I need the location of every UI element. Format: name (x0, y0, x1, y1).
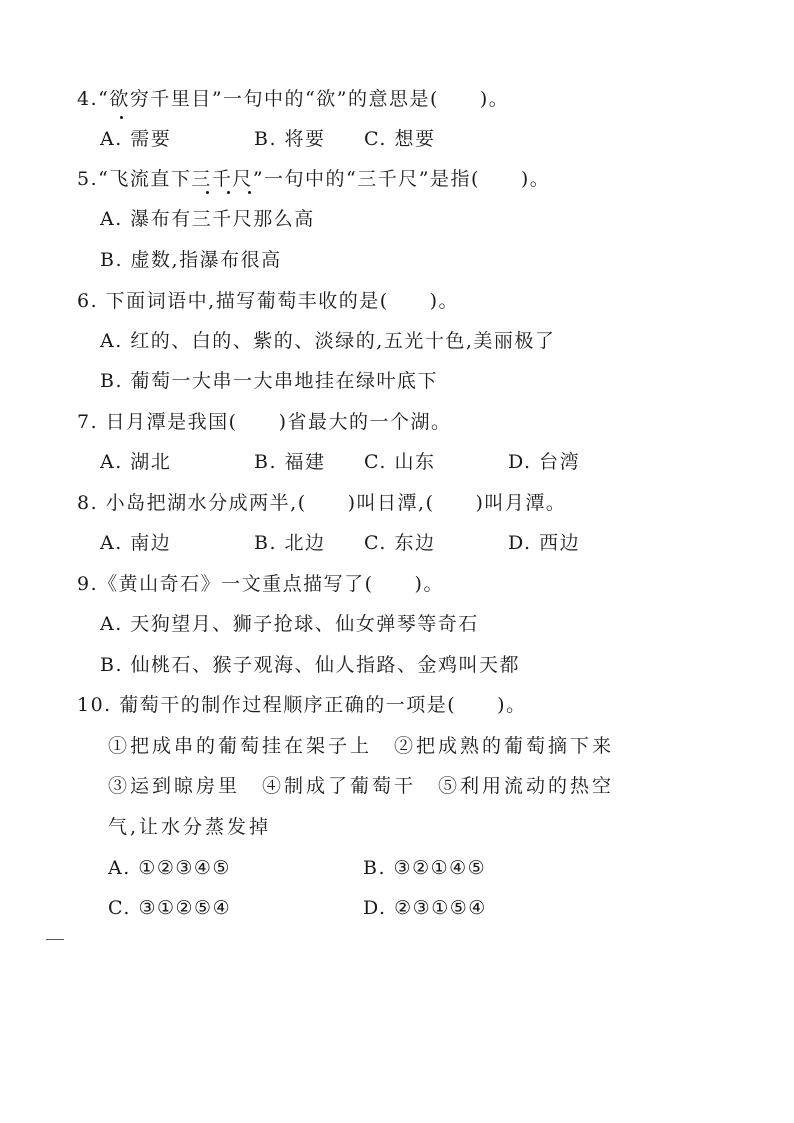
question-4-stem: 4.“欲穷千里目”一句中的“欲”的意思是( )。 (77, 88, 510, 110)
emphasis-dot (120, 116, 123, 119)
option-a: A. 湖北 (100, 451, 172, 473)
question-6-option-b: B. 葡萄一大串一大串地挂在绿叶底下 (100, 370, 439, 392)
option-a: A. ①②③④⑤ (108, 857, 231, 879)
option-b: B. 福建 (254, 451, 326, 473)
question-5-stem: 5.“飞流直下三千尺”一句中的“三千尺”是指( )。 (77, 168, 551, 190)
option-d: D. 西边 (508, 532, 581, 554)
option-c: C. 东边 (364, 532, 436, 554)
question-6-stem: 6. 下面词语中,描写葡萄丰收的是( )。 (77, 290, 460, 312)
option-b: B. ③②①④⑤ (363, 857, 487, 879)
question-5-option-b: B. 虚数,指瀑布很高 (100, 249, 282, 271)
page-footer-rule (46, 939, 64, 940)
question-10-steps-line-3: 气,让水分蒸发掉 (108, 816, 272, 838)
question-10-steps-line-2: ③运到晾房里 ④制成了葡萄干 ⑤利用流动的热空 (108, 775, 615, 797)
option-d: D. 台湾 (508, 451, 581, 473)
option-d: D. ②③①⑤④ (363, 897, 487, 919)
question-5-option-a: A. 瀑布有三千尺那么高 (100, 208, 315, 230)
emphasis-dot (248, 191, 251, 194)
option-b: B. 北边 (254, 532, 326, 554)
question-8-stem: 8. 小岛把湖水分成两半,( )叫日潭,( )叫月潭。 (77, 492, 567, 514)
question-10-stem: 10. 葡萄干的制作过程顺序正确的一项是( )。 (77, 694, 527, 716)
option-b: B. 将要 (254, 128, 326, 150)
emphasis-dot (206, 191, 209, 194)
question-6-option-a: A. 红的、白的、紫的、淡绿的,五光十色,美丽极了 (100, 330, 556, 352)
option-a: A. 南边 (100, 532, 172, 554)
question-10-steps-line-1: ①把成串的葡萄挂在架子上 ②把成熟的葡萄摘下来 (108, 735, 615, 757)
emphasis-dot (227, 191, 230, 194)
question-9-option-a: A. 天狗望月、狮子抢球、仙女弹琴等奇石 (100, 613, 479, 635)
question-9-option-b: B. 仙桃石、猴子观海、仙人指路、金鸡叫天都 (100, 654, 521, 676)
question-7-stem: 7. 日月潭是我国( )省最大的一个湖。 (77, 411, 452, 433)
option-c: C. 想要 (364, 128, 436, 150)
option-c: C. 山东 (364, 451, 436, 473)
option-a: A. 需要 (100, 128, 172, 150)
option-c: C. ③①②⑤④ (108, 897, 232, 919)
question-9-stem: 9.《黄山奇石》一文重点描写了( )。 (77, 573, 444, 595)
